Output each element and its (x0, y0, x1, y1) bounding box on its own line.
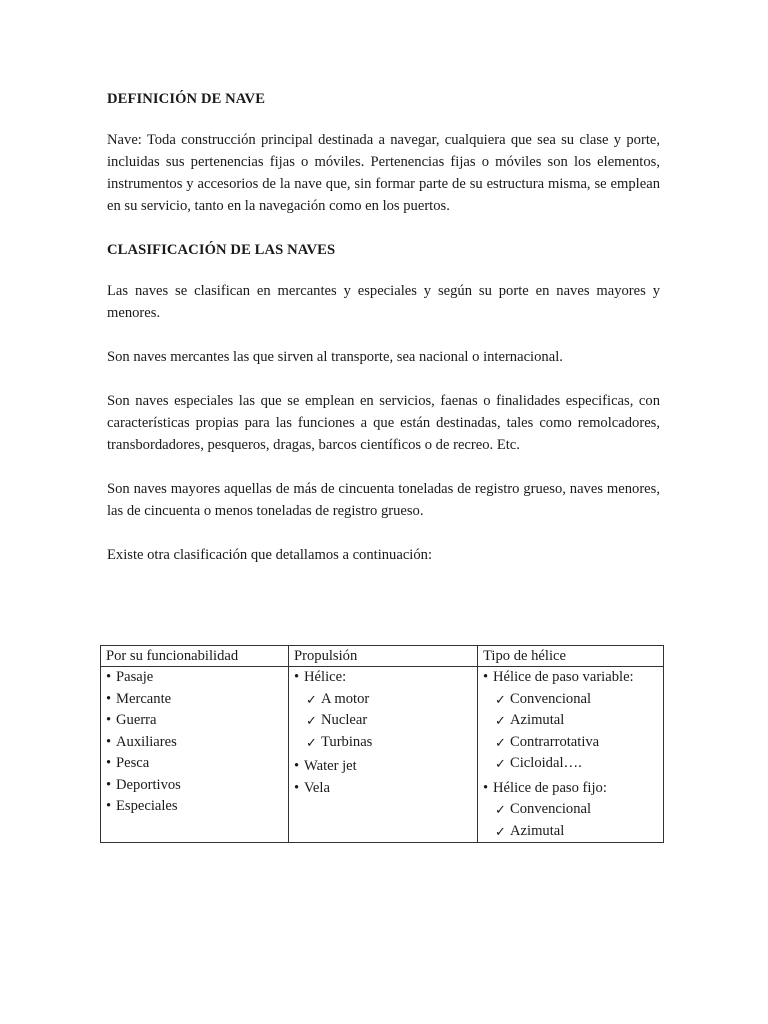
header-tipo-helice: Tipo de hélice (478, 646, 664, 667)
list-item: • Auxiliares (106, 732, 288, 754)
document-body (107, 88, 660, 588)
definition-heading: DEFINICIÓN DE NAVE (107, 91, 266, 107)
list-item: ✓ Convencional (483, 689, 663, 711)
funcionabilidad-list (106, 667, 288, 818)
bullet-icon: • (483, 779, 489, 796)
checkmark-icon: ✓ (495, 691, 506, 707)
checkmark-icon: ✓ (495, 802, 506, 817)
cell-funcionabilidad (101, 667, 289, 843)
bullet-icon: • (294, 779, 300, 796)
bullet-icon: • (106, 755, 112, 771)
bullet-icon: • (294, 669, 300, 685)
paso-fijo-sublist (483, 799, 663, 842)
list-item-paso-fijo: • Hélice de paso fijo: ✓ Convencional ✓ Azimutal (483, 778, 663, 843)
bullet-icon: • (106, 690, 112, 707)
list-item: ✓ Azimutal (483, 710, 663, 732)
checkmark-icon: ✓ (306, 734, 317, 750)
classification-table (100, 645, 664, 843)
header-propulsion: Propulsión (289, 646, 478, 667)
checkmark-icon: ✓ (495, 823, 506, 839)
list-item: ✓ A motor (294, 689, 477, 711)
bullet-icon: • (106, 733, 112, 750)
list-item-vela: • Vela (294, 778, 477, 800)
classification-paragraph-2: Son naves mercantes las que sirven al transporte, sea nacional o internacional. (107, 349, 563, 365)
list-item: • Especiales (106, 796, 288, 818)
bullet-icon: • (106, 669, 112, 685)
propulsion-list (294, 667, 477, 799)
classification-paragraph-1: Las naves se clasifican en mercantes y especiales y según su porte en naves mayores y menores. (107, 283, 660, 321)
cell-tipo-helice (478, 667, 664, 843)
checkmark-icon: ✓ (306, 713, 317, 728)
list-item: ✓ Contrarrotativa (483, 732, 663, 754)
bullet-icon: • (483, 669, 489, 685)
bullet-icon: • (106, 798, 112, 814)
bullet-icon: • (106, 776, 112, 793)
checkmark-icon: ✓ (495, 756, 506, 771)
checkmark-icon: ✓ (306, 691, 317, 707)
classification-heading: CLASIFICACIÓN DE LAS NAVES (107, 242, 336, 258)
definition-paragraph: Nave: Toda construcción principal destinada a navegar, cualquiera que sea su clase y porte, incluidas sus pertenencias fijas o móviles. Pertenencias fijas o móviles son los elementos, instrumentos y accesorios de la nave que, sin formar parte de su estructura misma, se emplean en su servicio, tanto en la navegación como en los puertos. (107, 132, 660, 214)
classification-paragraph-3: Son naves especiales las que se emplean en servicios, faenas o finalidades especificas, con características propias para las funciones a que están destinadas, tales como remolcadores, transbordadores, pesqueros, dragas, barcos científicos o de recreo. Etc. (107, 393, 660, 453)
paso-variable-sublist (483, 689, 663, 775)
list-item: ✓ Convencional (483, 799, 663, 821)
classification-paragraph-4: Son naves mayores aquellas de más de cincuenta toneladas de registro grueso, naves menores, las de cincuenta o menos toneladas de registro grueso. (107, 481, 660, 519)
table-row (101, 667, 664, 843)
list-item: ✓ Turbinas (294, 732, 477, 754)
list-item-water-jet: • Water jet (294, 756, 477, 778)
list-item: ✓ Nuclear (294, 710, 477, 732)
classification-paragraph-5: Existe otra clasificación que detallamos a continuación: (107, 547, 432, 563)
list-item: • Deportivos (106, 775, 288, 797)
list-item: • Pasaje (106, 667, 288, 689)
list-item-helice: • Hélice: ✓ A motor ✓ Nuclear ✓ Turbinas (294, 667, 477, 756)
helice-sublist (294, 689, 477, 754)
list-item: ✓ Azimutal (483, 821, 663, 843)
cell-propulsion (289, 667, 478, 843)
bullet-icon: • (294, 758, 300, 774)
list-item: • Guerra (106, 710, 288, 732)
list-item: ✓ Cicloidal…. (483, 753, 663, 775)
list-item: • Mercante (106, 689, 288, 711)
bullet-icon: • (106, 712, 112, 728)
checkmark-icon: ✓ (495, 713, 506, 728)
table-header-row (101, 646, 664, 667)
list-item-paso-variable: • Hélice de paso variable: ✓ Convencional ✓ Azimutal ✓ Contrarrotativa ✓ Cicloidal…. (483, 667, 663, 778)
header-funcionabilidad: Por su funcionabilidad (101, 646, 289, 667)
list-item: • Pesca (106, 753, 288, 775)
checkmark-icon: ✓ (495, 734, 506, 750)
tipo-helice-list (483, 667, 663, 842)
